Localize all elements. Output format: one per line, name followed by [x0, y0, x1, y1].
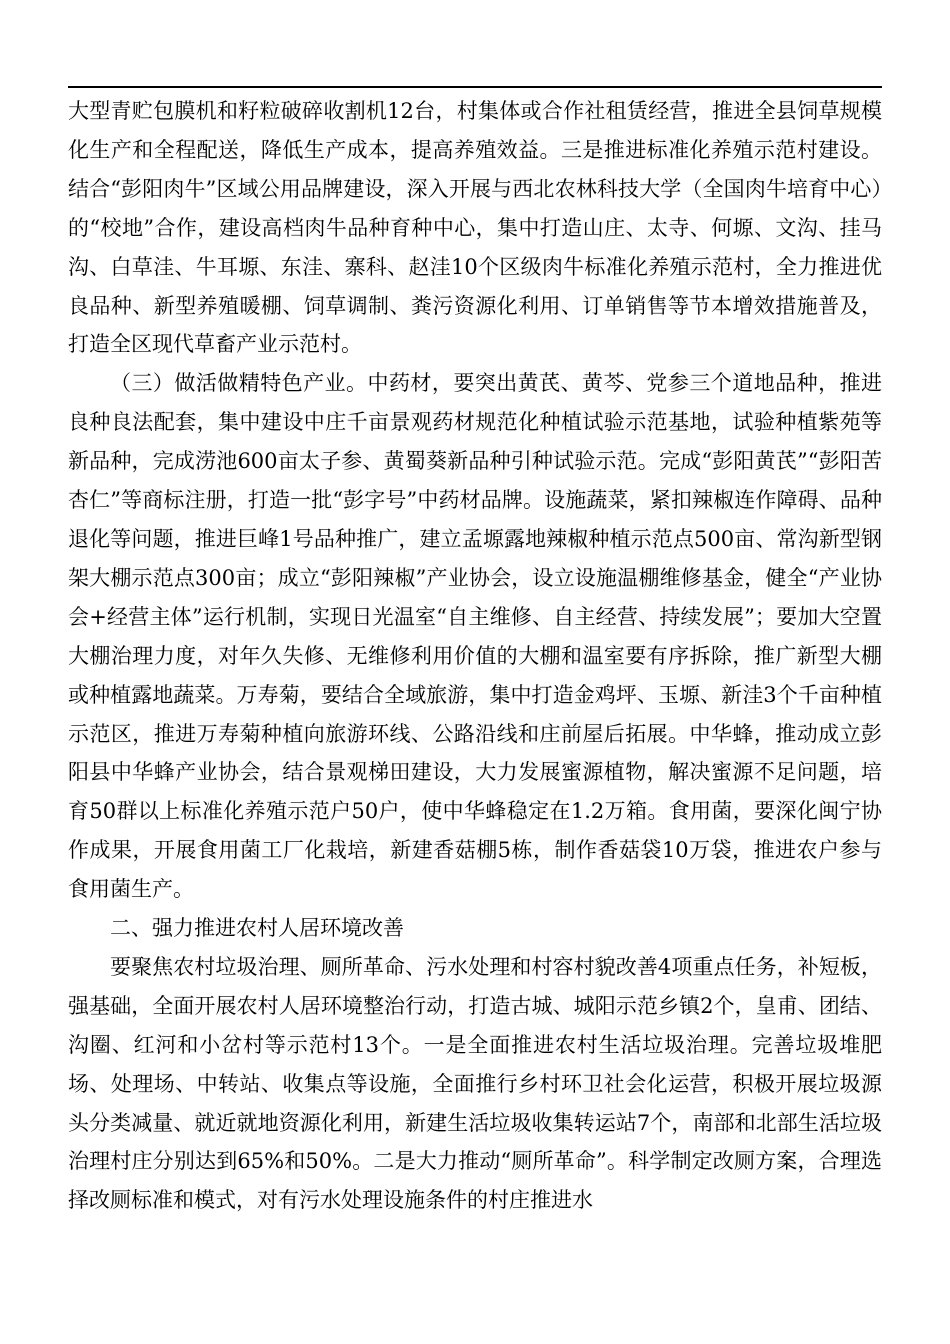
paragraph-rural-environment: 要聚焦农村垃圾治理、厕所革命、污水处理和村容村貌改善4项重点任务，补短板，强基础，全面开展农村人居环境整治行动，打造古城、城阳示范乡镇2个，皇甫、团结、沟圈、红河和小岔村等示范村13个。一是全面推进农村生活垃圾治理。完善垃圾堆肥场、处理场、中转站、收集点等设施，全面推行乡村环卫社会化运营，积极开展垃圾源头分类减量、就近就地资源化利用，新建生活垃圾收集转运站7个，南部和北部生活垃圾治理村庄分别达到65%和50%。二是大力推动“厕所革命”。科学制定改厕方案，合理选择改厕标准和模式，对有污水处理设施条件的村庄推进水 [68, 954, 882, 1213]
paragraph-specialty-industries: （三）做活做精特色产业。中药材，要突出黄芪、黄芩、党参三个道地品种，推进良种良法配套，集中建设中庄千亩景观药材规范化种植试验示范基地，试验种植紫苑等新品种，完成涝池600亩太子参、黄蜀葵新品种引种试验示范。完成“彭阳黄芪”“彭阳苦杏仁”等商标注册，打造一批“彭字号”中药材品牌。设施蔬菜，紧扣辣椒连作障碍、品种退化等问题，推进巨峰1号品种推广，建立孟塬露地辣椒种植示范点500亩、常沟新型钢架大棚示范点300亩；成立“彭阳辣椒”产业协会，设立设施温棚维修基金，健全“产业协会+经营主体”运行机制，实现日光温室“自主维修、自主经营、持续发展”；要加大空置大棚治理力度，对年久失修、无维修利用价值的大棚和温室要有序拆除，推广新型大棚或种植露地蔬菜。万寿菊，要结合全域旅游，集中打造金鸡坪、玉塬、新洼3个千亩种植示范区，推进万寿菊种植向旅游环线、公路沿线和庄前屋后拓展。中华蜂，推动成立彭阳县中华蜂产业协会，结合景观梯田建设，大力发展蜜源植物，解决蜜源不足问题，培育50群以上标准化养殖示范户50户，使中华蜂稳定在1.2万箱。食用菌，要深化闽宁协作成果，开展食用菌工厂化栽培，新建香菇棚5栋，制作香菇袋10万袋，推进农户参与食用菌生产。 [68, 371, 882, 902]
document-body [68, 92, 882, 1220]
section-heading-rural-environment: 二、强力推进农村人居环境改善 [110, 916, 404, 941]
header-rule [68, 86, 882, 88]
paragraph-forage-and-demo-villages: 大型青贮包膜机和籽粒破碎收割机12台，村集体或合作社租赁经营，推进全县饲草规模化生产和全程配送，降低生产成本，提高养殖效益。三是推进标准化养殖示范村建设。结合“彭阳肉牛”区域公用品牌建设，深入开展与西北农林科技大学（全国肉牛培育中心）的“校地”合作，建设高档肉牛品种育种中心，集中打造山庄、太寺、何塬、文沟、挂马沟、白草洼、牛耳塬、东洼、寨科、赵洼10个区级肉牛标准化养殖示范村，全力推进优良品种、新型养殖暖棚、饲草调制、粪污资源化利用、订单销售等节本增效措施普及，打造全区现代草畜产业示范村。 [68, 99, 882, 357]
